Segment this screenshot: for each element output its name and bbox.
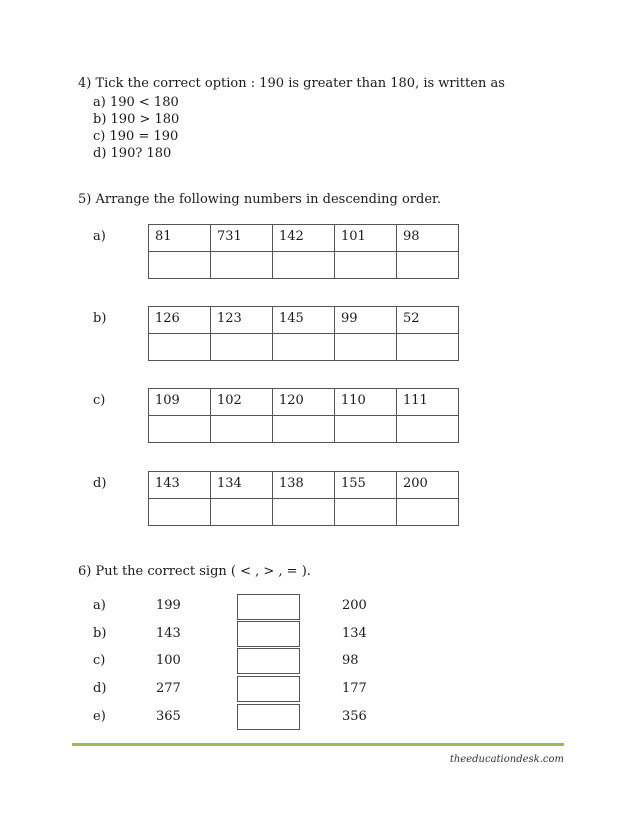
- question-4-option-b[interactable]: b) 190 > 180: [93, 112, 180, 127]
- q5-d-number-5: 200: [397, 472, 459, 499]
- q5-a-number-2: 731: [211, 225, 273, 252]
- q5-row-d-table: [148, 471, 459, 526]
- q5-a-answer-cell-3[interactable]: [273, 252, 335, 279]
- q5-c-answer-cell-5[interactable]: [397, 416, 459, 443]
- q5-a-number-1: 81: [149, 225, 211, 252]
- q5-b-answer-cell-3[interactable]: [273, 334, 335, 361]
- q6-row-d-left-number: 277: [156, 681, 181, 696]
- q5-row-c-label: c): [93, 393, 106, 408]
- q6-row-b-left-number: 143: [156, 626, 181, 641]
- q5-row-b-label: b): [93, 311, 107, 326]
- q5-d-answer-cell-2[interactable]: [211, 499, 273, 526]
- q6-row-d-label: d): [93, 681, 107, 696]
- footer-divider: [72, 743, 564, 746]
- q6-row-d-right-number: 177: [342, 681, 367, 696]
- q5-row-c-table: [148, 388, 459, 443]
- q5-row-a-table: [148, 224, 459, 279]
- q5-c-number-2: 102: [211, 389, 273, 416]
- question-4-option-a[interactable]: a) 190 < 180: [93, 95, 179, 110]
- q5-c-number-3: 120: [273, 389, 335, 416]
- question-4-option-c[interactable]: c) 190 = 190: [93, 129, 179, 144]
- question-4-option-d[interactable]: d) 190? 180: [93, 146, 172, 161]
- q6-row-a-left-number: 199: [156, 598, 181, 613]
- q5-a-answer-cell-1[interactable]: [149, 252, 211, 279]
- q6-row-c-left-number: 100: [156, 653, 181, 668]
- question-6-title: 6) Put the correct sign ( < , > , = ).: [78, 564, 311, 579]
- q5-row-a-label: a): [93, 229, 106, 244]
- q6-row-e-right-number: 356: [342, 709, 367, 724]
- q5-c-answer-cell-1[interactable]: [149, 416, 211, 443]
- q5-c-number-5: 111: [397, 389, 459, 416]
- q5-b-answer-cell-2[interactable]: [211, 334, 273, 361]
- q5-d-answer-cell-5[interactable]: [397, 499, 459, 526]
- q5-a-answer-cell-2[interactable]: [211, 252, 273, 279]
- q6-row-d-sign-box[interactable]: [237, 676, 300, 702]
- q6-row-e-left-number: 365: [156, 709, 181, 724]
- q5-d-answer-cell-3[interactable]: [273, 499, 335, 526]
- q5-b-number-5: 52: [397, 307, 459, 334]
- q5-b-answer-cell-1[interactable]: [149, 334, 211, 361]
- q5-d-number-3: 138: [273, 472, 335, 499]
- q6-row-b-right-number: 134: [342, 626, 367, 641]
- question-5-title: 5) Arrange the following numbers in descending order.: [78, 192, 441, 207]
- q5-d-number-2: 134: [211, 472, 273, 499]
- q5-a-number-3: 142: [273, 225, 335, 252]
- q6-row-c-right-number: 98: [342, 653, 359, 668]
- q6-row-a-label: a): [93, 598, 106, 613]
- footer-site-link[interactable]: theeducationdesk.com: [449, 754, 564, 765]
- q6-row-a-sign-box[interactable]: [237, 594, 300, 620]
- q5-b-number-1: 126: [149, 307, 211, 334]
- q5-c-number-4: 110: [335, 389, 397, 416]
- q6-row-e-sign-box[interactable]: [237, 704, 300, 730]
- q5-a-answer-cell-4[interactable]: [335, 252, 397, 279]
- q5-b-number-2: 123: [211, 307, 273, 334]
- q5-a-number-4: 101: [335, 225, 397, 252]
- q5-c-answer-cell-2[interactable]: [211, 416, 273, 443]
- q5-row-b-table: [148, 306, 459, 361]
- question-4-title: 4) Tick the correct option : 190 is greater than 180, is written as: [78, 76, 505, 91]
- q5-d-number-4: 155: [335, 472, 397, 499]
- q5-d-number-1: 143: [149, 472, 211, 499]
- q6-row-c-sign-box[interactable]: [237, 648, 300, 674]
- q6-row-c-label: c): [93, 653, 106, 668]
- q5-a-number-5: 98: [397, 225, 459, 252]
- q5-d-answer-cell-4[interactable]: [335, 499, 397, 526]
- q5-d-answer-cell-1[interactable]: [149, 499, 211, 526]
- q5-c-answer-cell-3[interactable]: [273, 416, 335, 443]
- q6-row-b-sign-box[interactable]: [237, 621, 300, 647]
- q5-b-number-3: 145: [273, 307, 335, 334]
- q6-row-e-label: e): [93, 709, 106, 724]
- q5-a-answer-cell-5[interactable]: [397, 252, 459, 279]
- q6-row-b-label: b): [93, 626, 107, 641]
- q6-row-a-right-number: 200: [342, 598, 367, 613]
- q5-c-answer-cell-4[interactable]: [335, 416, 397, 443]
- q5-row-d-label: d): [93, 476, 107, 491]
- q5-c-number-1: 109: [149, 389, 211, 416]
- q5-b-number-4: 99: [335, 307, 397, 334]
- q5-b-answer-cell-4[interactable]: [335, 334, 397, 361]
- q5-b-answer-cell-5[interactable]: [397, 334, 459, 361]
